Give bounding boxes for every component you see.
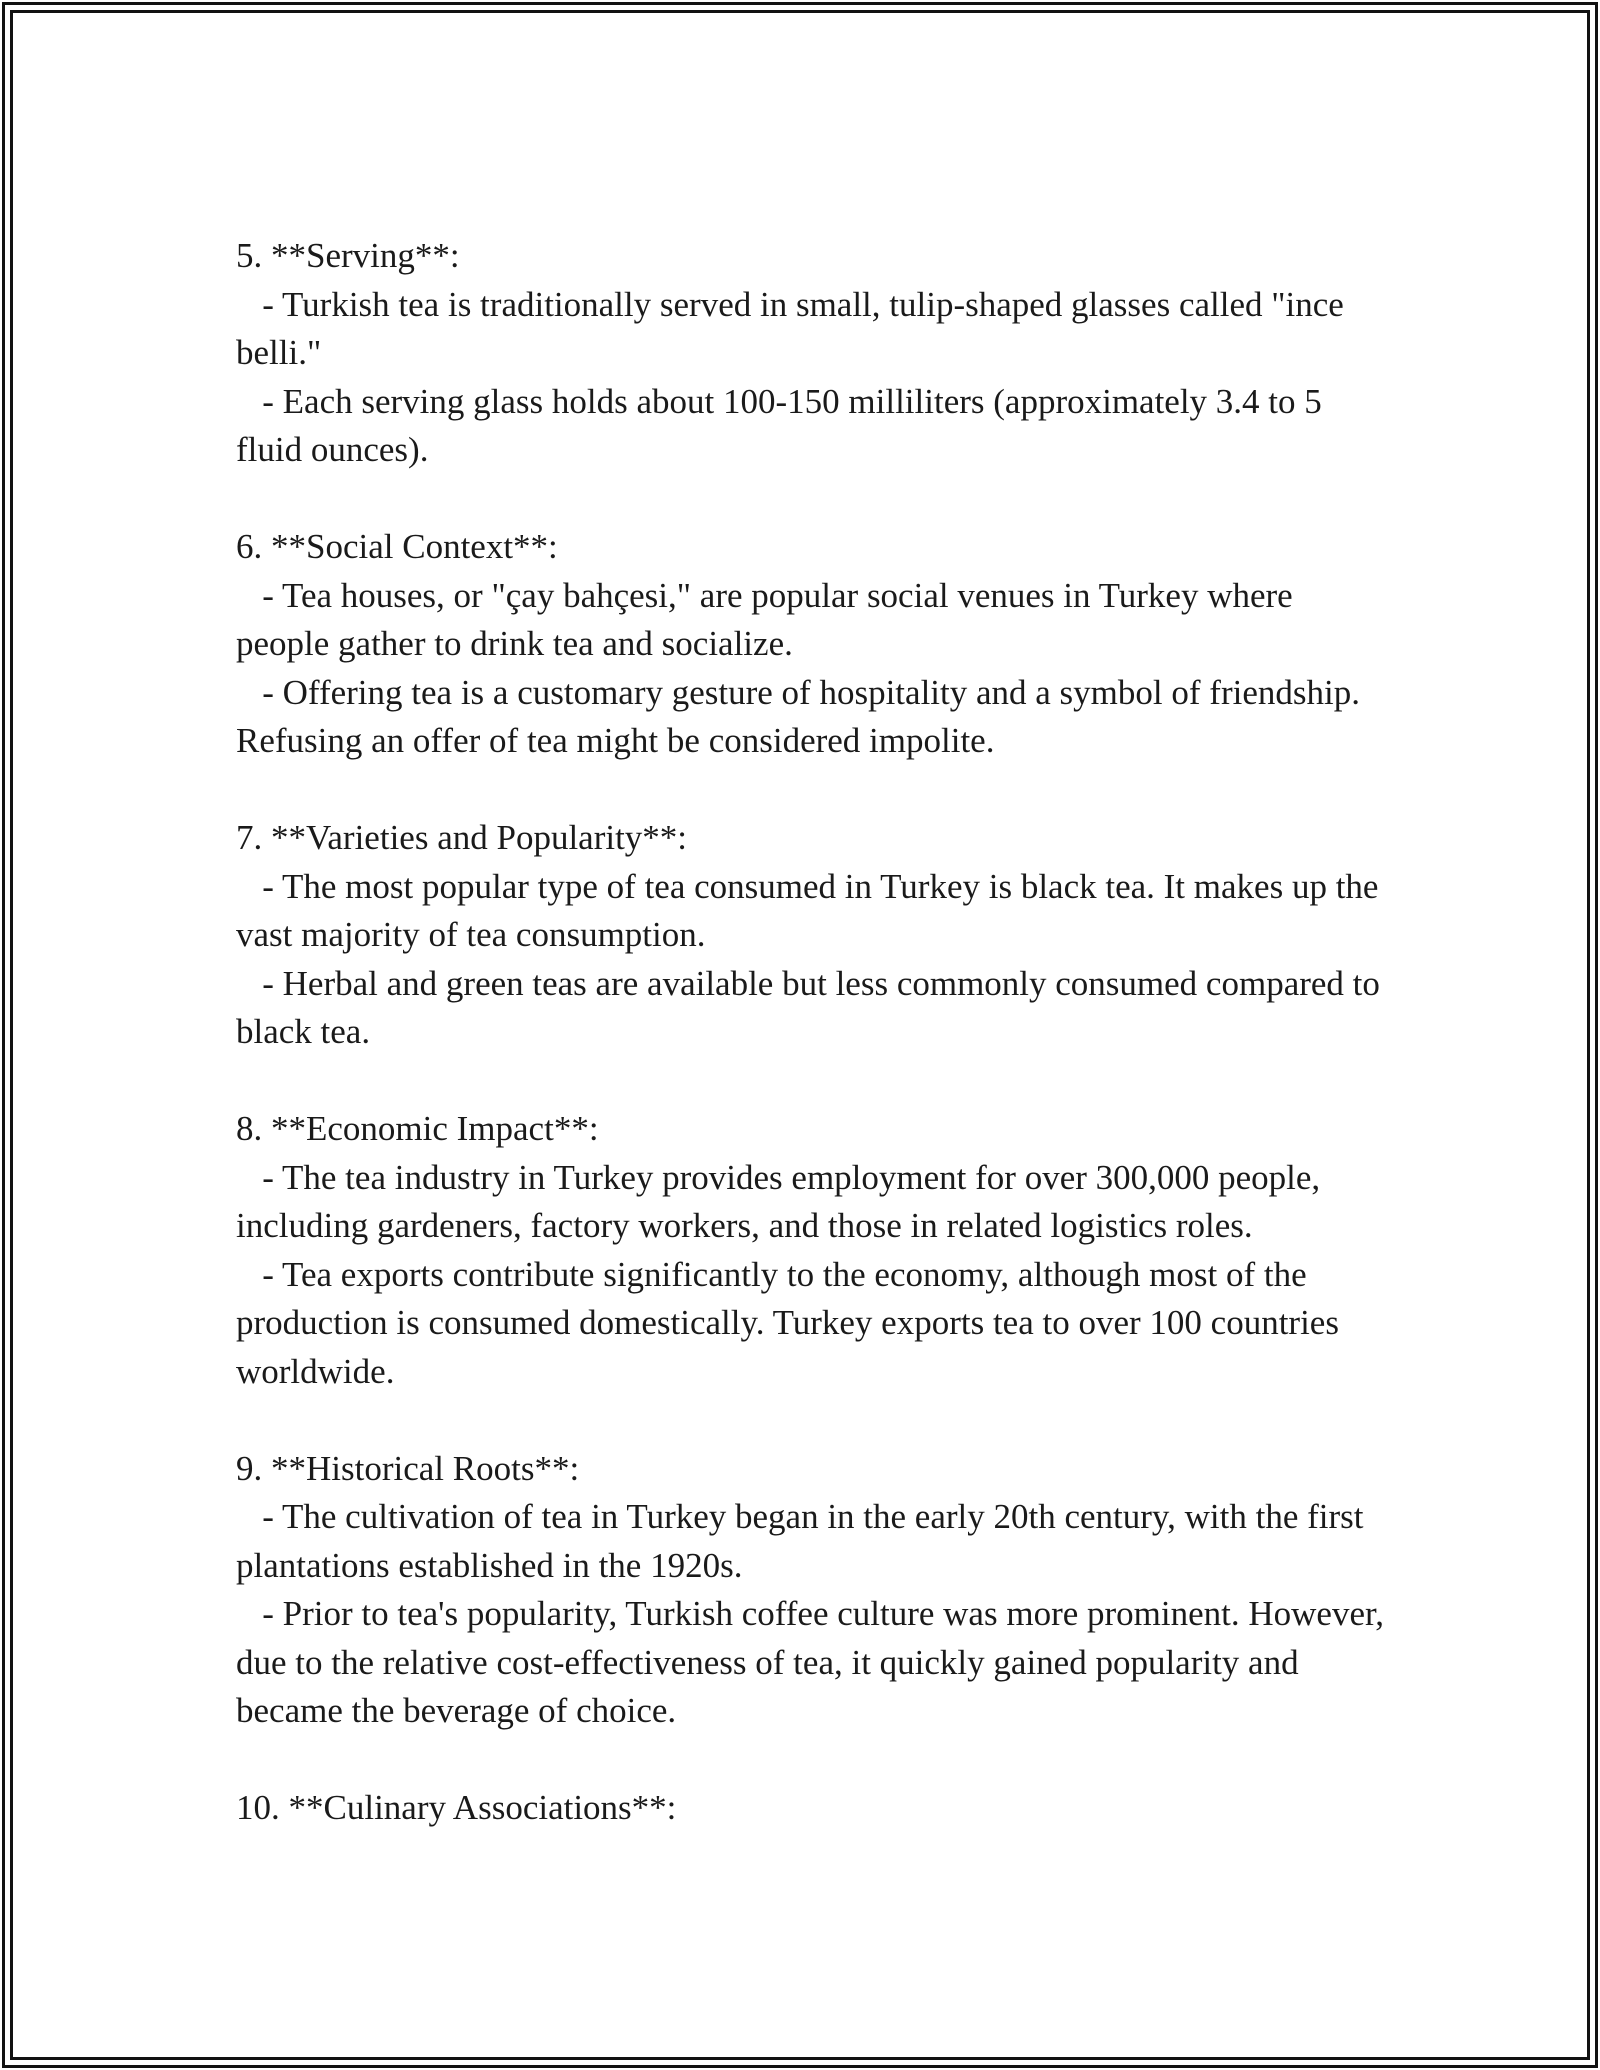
bullet-item: - Offering tea is a customary gesture of hospitality and a symbol of friendship. Refusing an offer of tea might be considered impolite. [236, 672, 1369, 760]
bullet-item: - Prior to tea's popularity, Turkish coffee culture was more prominent. However, due to the relative cost-effectiveness of tea, it quickly gained popularity and became the beverage of choice. [236, 1594, 1393, 1730]
bullet-item: - Each serving glass holds about 100-150 milliliters (approximately 3.4 to 5 fluid ounces). [236, 381, 1331, 469]
section-heading: 6. **Social Context**: [236, 527, 558, 566]
section-heading: 10. **Culinary Associations**: [236, 1788, 677, 1827]
bullet-item: - Turkish tea is traditionally served in small, tulip-shaped glasses called "ince belli." [236, 284, 1353, 372]
bullet-item: - The most popular type of tea consumed in Turkey is black tea. It makes up the vast majority of tea consumption. [236, 866, 1388, 954]
section-heading: 5. **Serving**: [236, 236, 460, 275]
bullet-item: - Tea exports contribute significantly to the economy, although most of the production is consumed domestically. Turkey exports tea to over 100 countries worldwide. [236, 1254, 1348, 1391]
section-varieties [236, 814, 1389, 1057]
section-economic-impact [236, 1105, 1386, 1396]
section-heading: 7. **Varieties and Popularity**: [236, 818, 688, 857]
section-social-context [236, 523, 1386, 766]
bullet-item: - Herbal and green teas are available but less commonly consumed compared to black tea. [236, 963, 1389, 1051]
bullet-item: - The tea industry in Turkey provides employment for over 300,000 people, including gardeners, factory workers, and those in related logistics roles. [236, 1157, 1329, 1245]
bullet-item: - The cultivation of tea in Turkey began in the early 20th century, with the first plantations established in the 1920s. [236, 1497, 1373, 1585]
section-historical-roots [236, 1445, 1393, 1736]
section-heading: 8. **Economic Impact**: [236, 1109, 599, 1148]
bullet-item: - Tea houses, or "çay bahçesi," are popular social venues in Turkey where people gather to drink tea and socialize. [236, 575, 1302, 663]
section-heading: 9. **Historical Roots**: [236, 1448, 580, 1488]
document-body [236, 232, 1393, 1833]
section-culinary-associations [236, 1784, 1386, 1833]
section-serving [236, 232, 1386, 475]
